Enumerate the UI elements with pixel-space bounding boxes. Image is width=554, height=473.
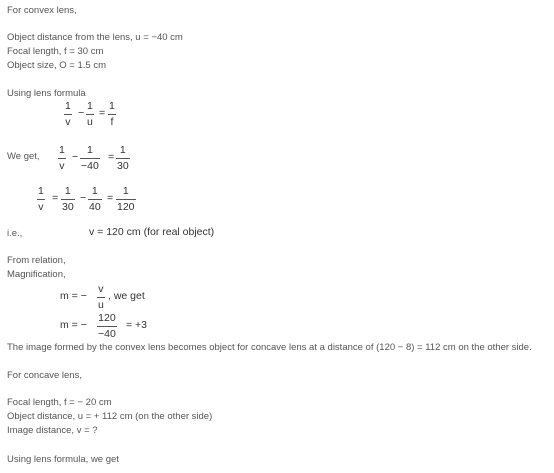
concave-focal-length-text: Focal length, f = − 20 cm [7,397,112,408]
fraction-bar [80,158,100,159]
image-formed-text: The image formed by the convex lens becomes object for concave lens at a distance of (120 − 8) = 112 cm on the other side. [7,342,532,353]
denominator: v [59,159,65,172]
denominator: 120 [117,200,135,213]
fraction-1-over-30 [116,145,130,171]
denominator: 30 [62,200,74,213]
numerator: 1 [65,100,71,112]
v-result: v = 120 cm (for real object) [89,226,215,238]
fraction-1-over-30 [61,186,75,212]
fraction-1-over-f [108,101,116,127]
convex-lens-heading: For convex lens, [7,5,77,16]
equals-sign: = [99,107,106,119]
numerator: 120 [98,312,116,324]
using-lens-formula-text: Using lens formula [7,88,86,99]
using-lens-formula-we-get-text: Using lens formula, we get [7,454,119,465]
fraction-bar [116,199,136,200]
fraction-bar [97,326,117,327]
object-distance-text: Object distance from the lens, u = −40 cm [7,32,183,43]
denominator: 40 [89,200,101,213]
denominator: u [87,115,93,128]
concave-object-distance-text: Object distance, u = + 112 cm (on the other side) [7,411,213,422]
minus-sign: − [72,151,79,163]
fraction-1-over-120 [116,186,136,212]
equals-sign: = [107,192,114,204]
object-size-text: Object size, O = 1.5 cm [7,60,106,71]
equals-plus-3: = +3 [126,319,148,331]
numerator: 1 [109,100,115,112]
fraction-1-over-v [64,101,72,127]
fraction-bar [97,297,105,298]
minus-sign: − [80,192,87,204]
fraction-v-over-u [97,284,105,310]
numerator: 1 [38,185,44,197]
equals-sign: = [52,192,59,204]
numerator: v [98,283,104,295]
image-distance-text: Image distance, v = ? [7,425,98,436]
equals-sign: = [108,151,115,163]
fraction-1-over-v [37,186,45,212]
fraction-bar [86,114,94,115]
denominator: −40 [81,159,99,172]
denominator: f [110,115,114,128]
fraction-1-over-u [86,101,94,127]
numerator: 1 [59,144,65,156]
numerator: 1 [122,185,129,197]
fraction-bar [58,158,66,159]
we-get-label: We get, [7,151,40,162]
numerator: 1 [87,100,93,112]
fraction-1-over-minus-40 [80,145,100,171]
numerator: 1 [64,185,71,197]
fraction-bar [88,199,102,200]
numerator: 1 [86,144,93,156]
minus-sign: − [78,107,85,119]
m-equals-minus: m = − [60,319,87,331]
numerator: 1 [119,144,126,156]
fraction-120-over-minus-40 [97,313,117,339]
fraction-1-over-40 [88,186,102,212]
m-equals-minus: m = − [60,290,87,302]
fraction-bar [108,114,116,115]
we-get-inline: , we get [108,290,145,302]
denominator: u [98,298,104,311]
denominator: v [38,200,44,213]
from-relation-text: From relation, [7,255,66,266]
denominator: −40 [98,327,116,340]
denominator: v [65,115,71,128]
focal-length-text: Focal length, f = 30 cm [7,46,104,57]
ie-label: i.e., [7,228,23,239]
magnification-text: Magnification, [7,269,66,280]
fraction-bar [37,199,45,200]
denominator: 30 [117,159,129,172]
numerator: 1 [91,185,98,197]
fraction-bar [61,199,75,200]
fraction-bar [116,158,130,159]
fraction-1-over-v [58,145,66,171]
fraction-bar [64,114,72,115]
concave-lens-heading: For concave lens, [7,370,82,381]
